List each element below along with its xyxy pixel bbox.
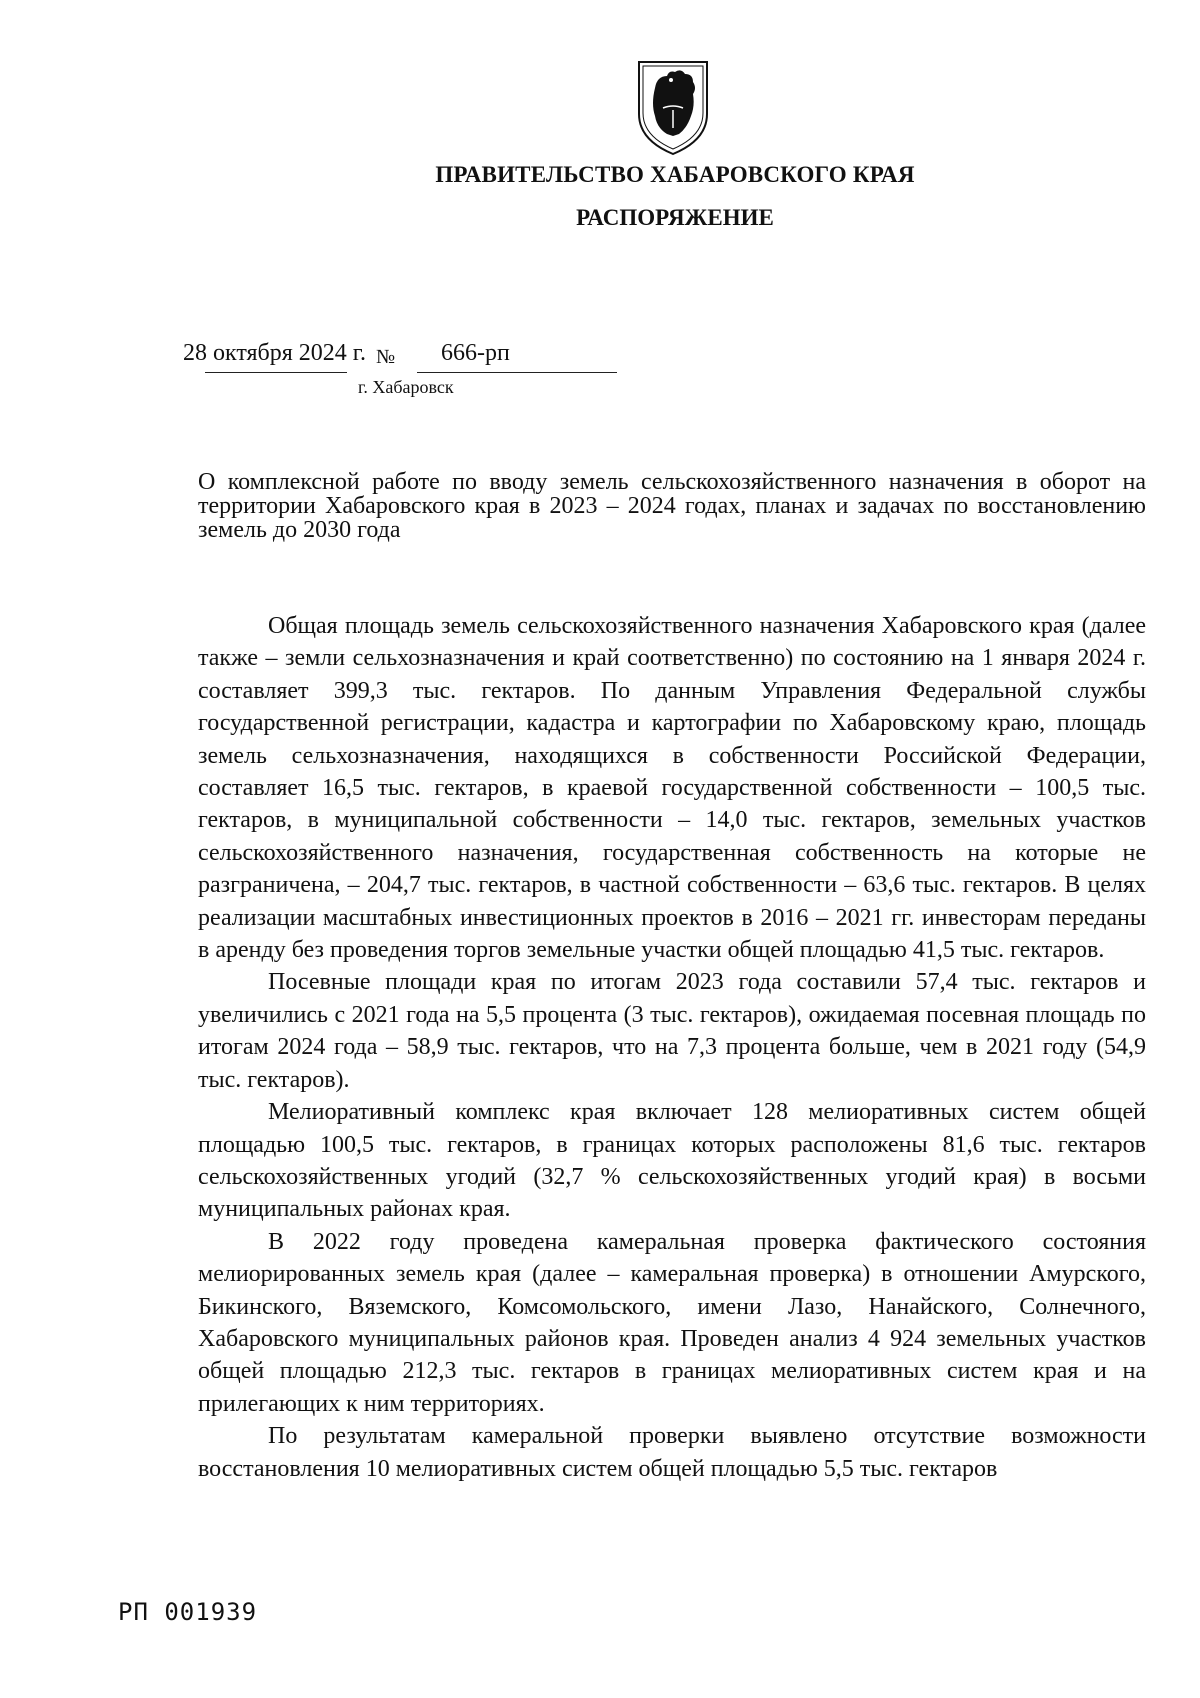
document-subject: О комплексной работе по вводу земель сельскохозяйственного назначения в оборот на территории Хабаровского края в 2023 – 2024 годах, планах и задачах по восстановлению земель до 2030 года	[198, 469, 1146, 543]
date-number-line	[183, 340, 633, 370]
registration-stamp-code: РП 001939	[118, 1598, 258, 1626]
body-paragraph: Мелиоративный комплекс края включает 128 мелиоративных систем общей площадью 100,5 тыс. гектаров, в границах которых расположены 81,6 тыс. гектаров сельскохозяйственных угодий (32,7 % сельскохозяйственных угодий края) в восьми муниципальных районах края.	[198, 1099, 1146, 1223]
organization-title: ПРАВИТЕЛЬСТВО ХАБАРОВСКОГО КРАЯ	[435, 162, 915, 187]
city: г. Хабаровск	[358, 377, 454, 397]
body-paragraph: По результатам камеральной проверки выявлено отсутствие возможности восстановления 10 мелиоративных систем общей площадью 5,5 тыс. гектаров	[198, 1423, 1146, 1482]
number-underline	[417, 372, 617, 373]
coat-of-arms-icon	[633, 58, 713, 158]
date-underline	[205, 372, 347, 373]
document-date: 28 октября 2024 г.	[183, 340, 366, 366]
document-type: РАСПОРЯЖЕНИЕ	[576, 205, 774, 230]
body-paragraph: Посевные площади края по итогам 2023 года составили 57,4 тыс. гектаров и увеличились с 2021 года на 5,5 процента (3 тыс. гектаров), ожидаемая посевная площадь по итогам 2024 года – 58,9 тыс. гектаров, что на 7,3 процента больше, чем в 2021 году (54,9 тыс. гектаров).	[198, 969, 1146, 1093]
body-paragraph: В 2022 году проведена камеральная проверка фактического состояния мелиорированных земель края (далее – камеральная проверка) в отношении Амурского, Бикинского, Вяземского, Комсомольского, имени Лазо, Нанайского, Солнечного, Хабаровского муниципальных районов края. Проведен анализ 4 924 земельных участков общей площадью 212,3 тыс. гектаров в границах мелиоративных систем края и на прилегающих к ним территориях.	[198, 1228, 1146, 1417]
body-paragraph: Общая площадь земель сельскохозяйственного назначения Хабаровского края (далее также – земли сельхозназначения и край соответственно) по состоянию на 1 января 2024 г. составляет 399,3 тыс. гектаров. По данным Управления Федеральной службы государственной регистрации, кадастра и картографии по Хабаровскому краю, площадь земель сельхозназначения, находящихся в собственности Российской Федерации, составляет 16,5 тыс. гектаров, в краевой государственной собственности – 100,5 тыс. гектаров, в муниципальной собственности – 14,0 тыс. гектаров, земельных участков сельскохозяйственного назначения, государственная собственность на которые не разграничена, – 204,7 тыс. гектаров, в частной собственности – 63,6 тыс. гектаров. В целях реализации масштабных инвестиционных проектов в 2016 – 2021 гг. инвесторам переданы в аренду без проведения торгов земельные участки общей площадью 41,5 тыс. гектаров.	[198, 613, 1146, 964]
number-sign: №	[376, 346, 396, 368]
document-body	[198, 610, 1146, 1485]
document-number: 666-рп	[441, 340, 510, 366]
